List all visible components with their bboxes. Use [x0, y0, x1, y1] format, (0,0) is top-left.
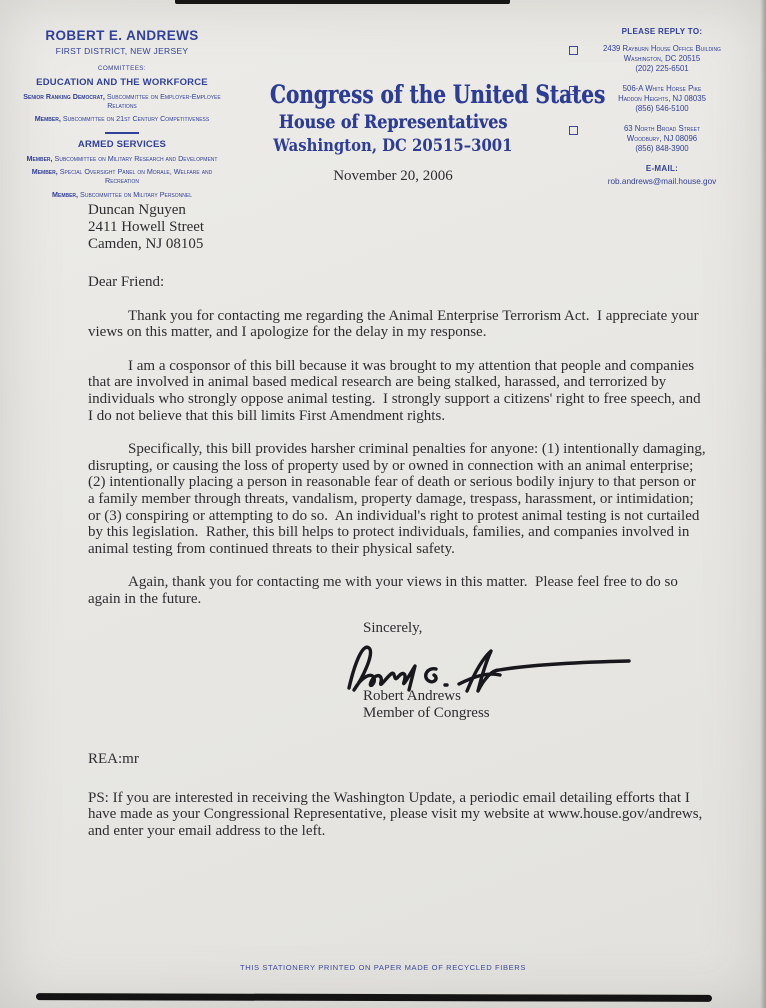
role-lead: Senior Ranking Democrat, — [23, 92, 105, 101]
email-address: rob.andrews@mail.house.gov — [607, 177, 717, 186]
office-address-woodbury — [563, 124, 761, 154]
office-line: 2439 Rayburn House Office Building — [603, 44, 721, 53]
role-rest: Special Oversight Panel on Morale, Welfare and Recreation — [59, 167, 213, 185]
signature-image — [339, 632, 639, 694]
checkbox-icon — [569, 46, 578, 55]
committee-title-education: EDUCATION AND THE WORKFORCE — [36, 77, 208, 88]
scan-edge-bottom — [36, 993, 712, 1002]
salutation: Dear Friend: — [88, 274, 165, 290]
congressman-name: ROBERT E. ANDREWS — [45, 28, 199, 43]
closing-block — [363, 620, 706, 722]
congress-title: Congress of the United States — [269, 80, 606, 109]
office-line: (856) 546-5100 — [635, 104, 689, 113]
please-reply-label: PLEASE REPLY TO: — [621, 27, 703, 36]
stationery-footer: THIS STATIONERY PRINTED ON PAPER MADE OF RECYCLED FIBERS — [239, 963, 527, 972]
house-title: House of Representatives — [278, 111, 508, 133]
closing-salutation: Sincerely, — [363, 619, 423, 636]
letterhead-left-column — [18, 28, 226, 199]
committee-role — [18, 191, 226, 200]
role-lead: Member, — [26, 153, 53, 163]
checkbox-icon — [569, 126, 578, 135]
committee-title-armed-services: ARMED SERVICES — [77, 138, 167, 150]
role-rest: Subcommittee on Employer-Employee Relations — [106, 92, 221, 110]
email-label: E-MAIL: — [645, 164, 679, 173]
reference-initials: REA:mr — [88, 751, 139, 768]
office-address-haddon-heights — [563, 84, 761, 114]
committee-role — [18, 155, 226, 164]
office-line: 63 North Broad Street — [623, 124, 701, 133]
committees-label: COMMITTEES: — [97, 65, 147, 72]
role-rest: Subcommittee on Military Research and Development — [54, 153, 218, 163]
office-line: (856) 848-3900 — [635, 144, 689, 153]
recipient-street: 2411 Howell Street — [88, 219, 205, 235]
paragraph-2: I am a cosponsor of this bill because it was brought to my attention that people and companies that are involved in animal based medical research are being stalked, harassed, and terrorized by individuals who strongly oppose animal testing. I strongly support a citizens' right to free speech, and I do not believe that this bill limits First Amendment rights. — [88, 357, 705, 424]
committee-role — [18, 93, 226, 110]
district-label: FIRST DISTRICT, NEW JERSEY — [55, 46, 189, 56]
washington-address: Washington, DC 20515–3001 — [273, 136, 513, 155]
congress-line — [228, 80, 606, 109]
office-line: (202) 225-6501 — [635, 64, 689, 73]
letterhead-center-column — [228, 80, 606, 185]
paragraph-3: Specifically, this bill provides harsher criminal penalties for anyone: (1) intentionally damaging, disrupting, or causing the loss of property used by or owned in connection with an animal enterprise; (2) intentionally placing a person in reasonable fear of death or serious bodily injury to that person or a family member through threats, vandalism, property damage, trespass, harassment, or intimidation; or (3) conspiring or attempting to do so. An individual's right to protest animal testing is not curtailed by this legislation. Rather, this bill helps to protect individuals, families, and companies involved in animal testing from continued threats to their physical safety. — [88, 441, 710, 557]
role-rest: Subcommittee on 21st Century Competitiveness — [62, 114, 210, 124]
role-lead: Member, — [52, 189, 79, 199]
office-line: Washington, DC 20515 — [623, 54, 701, 63]
committee-divider — [105, 132, 139, 134]
role-lead: Member, — [34, 114, 61, 124]
house-line — [228, 109, 558, 133]
office-address-dc — [563, 44, 761, 74]
letter-body — [88, 202, 710, 840]
signer-title: Member of Congress — [363, 704, 490, 721]
role-lead: Member, — [31, 167, 58, 177]
recipient-address — [88, 202, 706, 253]
office-line: Haddon Heights, NJ 08035 — [618, 94, 706, 103]
role-rest: Subcommittee on Military Personnel — [80, 189, 192, 199]
letter-date: November 20, 2006 — [333, 168, 453, 184]
committee-role — [18, 115, 226, 124]
recipient-name: Duncan Nguyen — [88, 202, 186, 218]
committee-role — [18, 168, 226, 185]
paragraph-4: Again, thank you for contacting me with your views in this matter. Please feel free to do so again in the future. — [88, 574, 682, 607]
postscript: PS: If you are interested in receiving the Washington Update, a periodic email detailing efforts that I have made as your Congressional Representative, please visit my website at www.house.gov/andrews, and enter your email address to the left. — [88, 789, 707, 840]
letterhead-right-column — [563, 27, 761, 186]
washington-line — [228, 133, 558, 156]
checkbox-icon — [569, 86, 578, 95]
office-line: Woodbury, NJ 08096 — [626, 134, 698, 143]
office-line: 506-A White Horse Pike — [622, 84, 702, 93]
paragraph-1: Thank you for contacting me regarding the Animal Enterprise Terrorism Act. I appreciate your views on this matter, and I apologize for the delay in my response. — [88, 307, 703, 341]
scan-edge-top — [175, 0, 510, 4]
signer-name: Robert Andrews — [363, 688, 461, 705]
recipient-city: Camden, NJ 08105 — [88, 236, 204, 252]
